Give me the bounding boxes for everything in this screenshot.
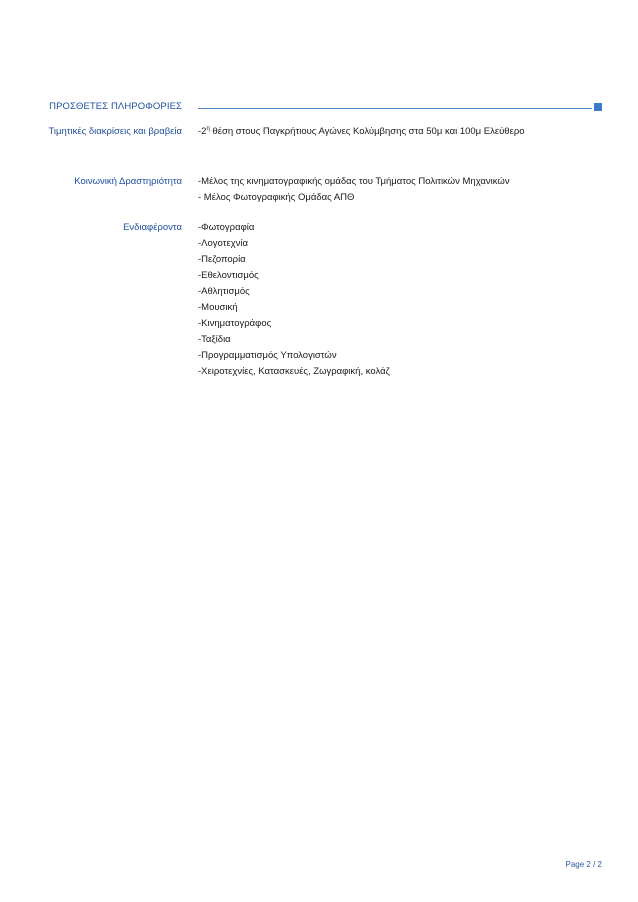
- interests-label: Ενδιαφέροντα: [123, 222, 182, 233]
- section-title: ΠΡΟΣΘΕΤΕΣ ΠΛΗΡΟΦΟΡΙΕΣ: [49, 101, 182, 112]
- interest-item: -Ταξίδια: [198, 334, 231, 345]
- social-item: - Μέλος Φωτογραφικής Ομάδας ΑΠΘ: [198, 192, 355, 203]
- interest-item: -Αθλητισμός: [198, 286, 250, 297]
- section-header: [0, 100, 638, 116]
- page-number: Page 2 / 2: [565, 860, 602, 869]
- interest-item: -Φωτογραφία: [198, 222, 255, 233]
- section-square-marker: [594, 103, 602, 111]
- honors-prefix: -2: [198, 126, 207, 137]
- interests-body: [198, 222, 390, 382]
- interest-item: -Μουσική: [198, 302, 238, 313]
- interest-item: -Λογοτεχνία: [198, 238, 249, 249]
- social-label: Κοινωνική Δραστηριότητα: [74, 176, 182, 187]
- honors-body: [198, 126, 525, 142]
- interest-item: -Προγραμματισμός Υπολογιστών: [198, 350, 337, 361]
- honors-text: θέση στους Παγκρήτιους Αγώνες Κολύμβησης στα 50μ και 100μ Ελεύθερο: [209, 126, 525, 137]
- honors-label: Τιμητικές διακρίσεις και βραβεία: [48, 126, 182, 137]
- honors-item: [198, 126, 525, 142]
- section-divider: [198, 108, 592, 109]
- interest-item: -Κινηματογράφος: [198, 318, 272, 329]
- interest-item: -Πεζοπορία: [198, 254, 246, 265]
- social-item: -Μέλος της κινηματογραφικής ομάδας του Τμήματος Πολιτικών Μηχανικών: [198, 176, 510, 187]
- interest-item: -Χειροτεχνίες, Κατασκευές, Ζωγραφική, κολάζ: [198, 366, 390, 377]
- interest-item: -Εθελοντισμός: [198, 270, 259, 281]
- social-body: [198, 176, 510, 208]
- honors-superscript: η: [206, 126, 210, 132]
